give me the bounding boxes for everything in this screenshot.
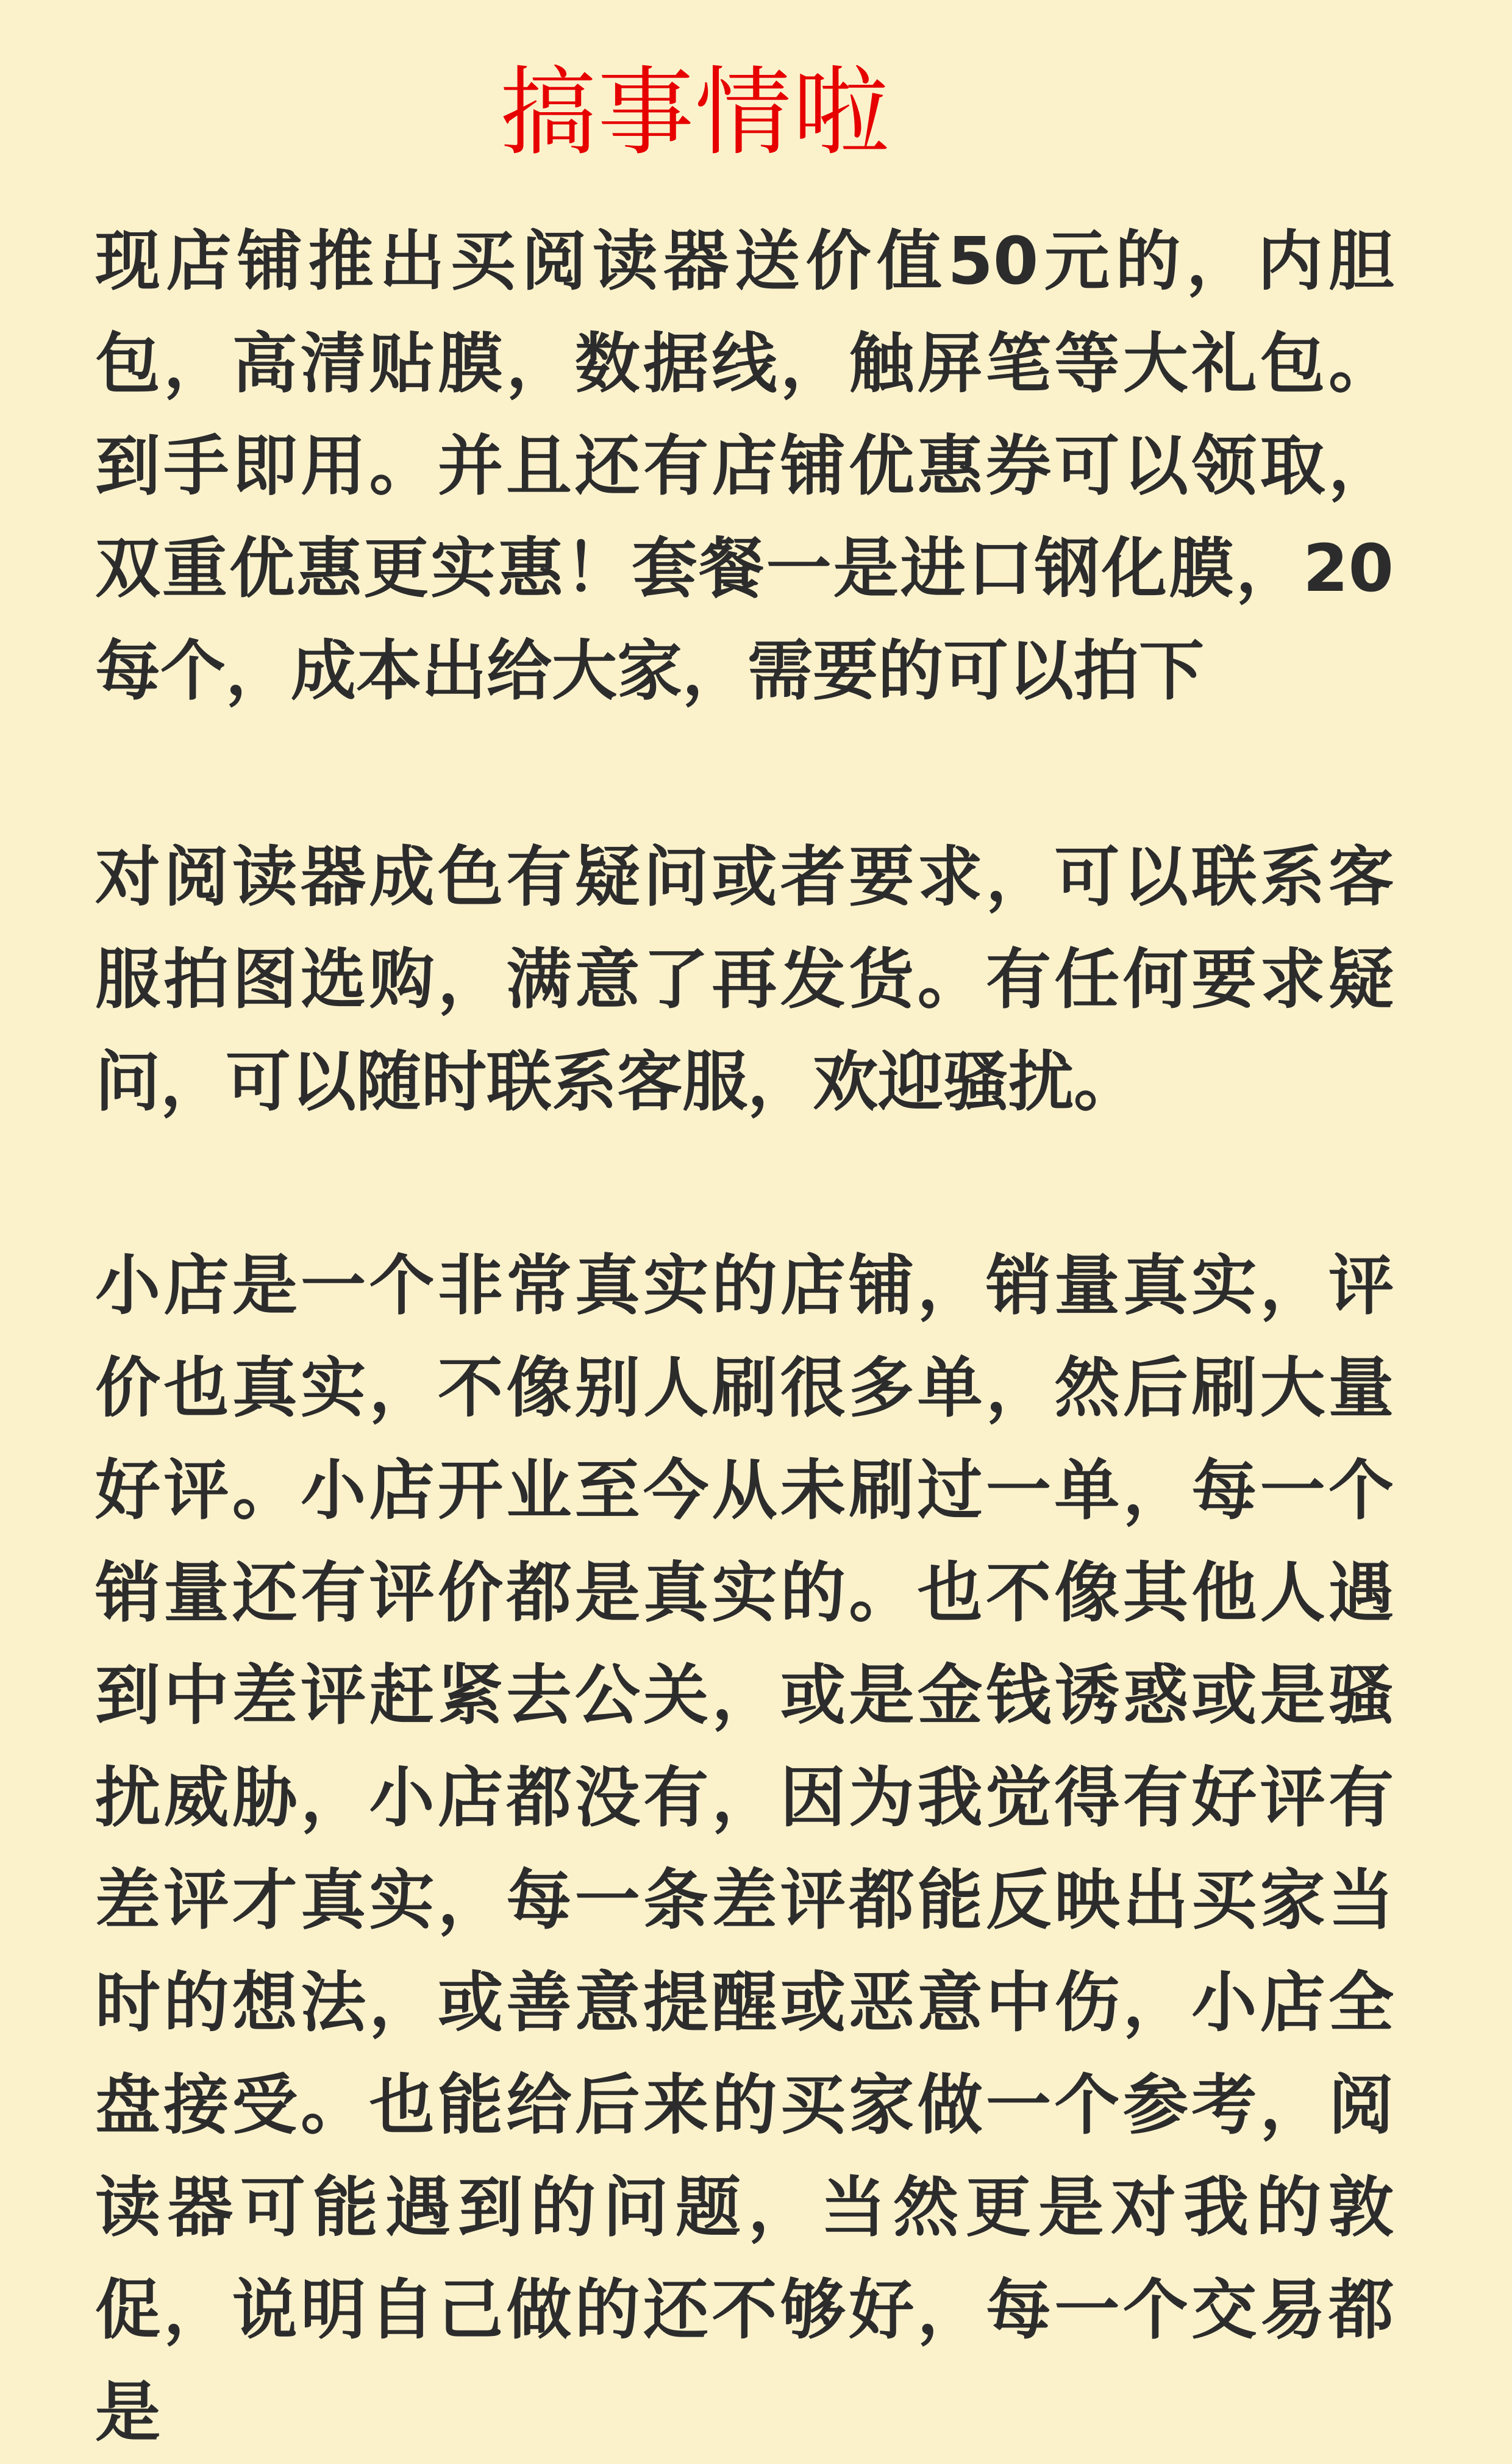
page-title: 搞事情啦 (500, 57, 890, 169)
shop-honesty-paragraph: 小店是一个非常真实的店铺，销量真实，评价也真实，不像别人刷很多单，然后刷大量好评。小店开业至今从未刷过一单，每一个销量还有评价都是真实的。也不像其他人遇到中差评赶紧去公关，或是金钱诱惑或是骚扰威胁，小店都没有，因为我觉得有好评有差评才真实，每一条差评都能反映出买家当时的想法，或善意提醒或恶意中伤，小店全盘接受。也能给后来的买家做一个参考，阅读器可能遇到的问题，当然更是对我的敦促，说明自己做的还不够好，每一个交易都是 (95, 1248, 1394, 2451)
customer-service-paragraph: 对阅读器成色有疑问或者要求，可以联系客服拍图选购，满意了再发货。有任何要求疑问，可以随时联系客服，欢迎骚扰。 (95, 840, 1394, 1120)
promo-paragraph: 现店铺推出买阅读器送价值50元的，内胆包，高清贴膜，数据线，触屏笔等大礼包。到手即用。并且还有店铺优惠券可以领取，双重优惠更实惠！套餐一是进口钢化膜，20每个，成本出给大家，需要的可以拍下 (95, 224, 1394, 709)
